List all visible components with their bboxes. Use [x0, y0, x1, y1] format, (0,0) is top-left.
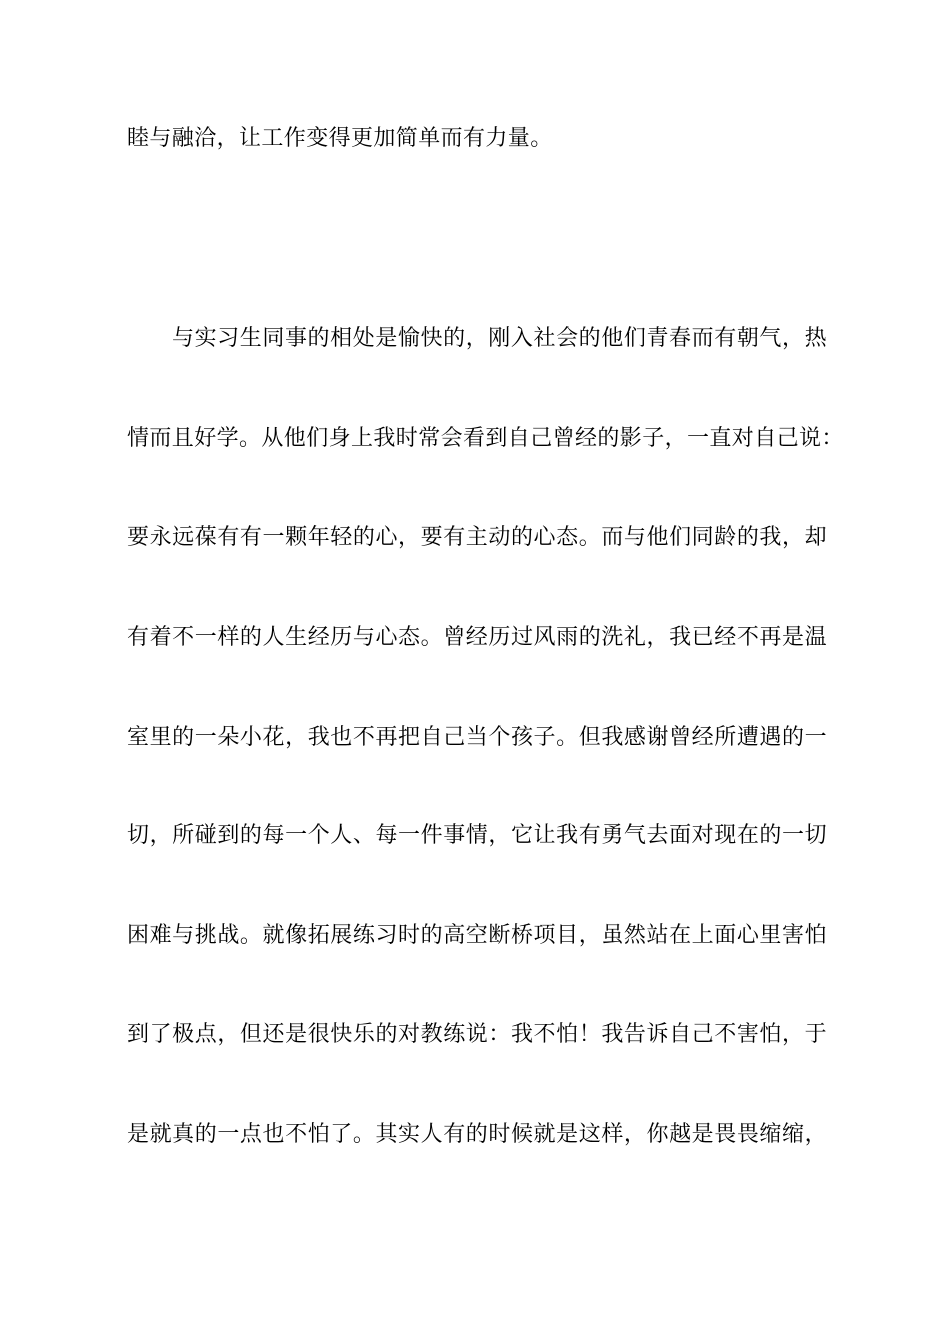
- paragraph-2-line-6: 切，所碰到的每一个人、每一件事情，它让我有勇气去面对现在的一切: [127, 823, 827, 848]
- paragraph-1-last-line: 睦与融洽，让工作变得更加简单而有力量。: [127, 126, 553, 151]
- paragraph-2-line-4: 有着不一样的人生经历与心态。曾经历过风雨的洗礼，我已经不再是温: [127, 625, 827, 650]
- paragraph-2-line-8: 到了极点，但还是很快乐的对教练说：我不怕！我告诉自己不害怕，于: [127, 1022, 827, 1047]
- paragraph-2-line-9: 是就真的一点也不怕了。其实人有的时候就是这样，你越是畏畏缩缩，: [127, 1122, 827, 1147]
- paragraph-2-line-2: 情而且好学。从他们身上我时常会看到自己曾经的影子，一直对自己说：: [127, 426, 844, 451]
- paragraph-2-line-7: 困难与挑战。就像拓展练习时的高空断桥项目，虽然站在上面心里害怕: [127, 923, 827, 948]
- paragraph-2-line-5: 室里的一朵小花，我也不再把自己当个孩子。但我感谢曾经所遭遇的一: [127, 725, 827, 750]
- paragraph-2-line-1: 与实习生同事的相处是愉快的，刚入社会的他们青春而有朝气，热: [172, 326, 827, 351]
- paragraph-2-line-3: 要永远葆有有一颗年轻的心，要有主动的心态。而与他们同龄的我，却: [127, 525, 827, 550]
